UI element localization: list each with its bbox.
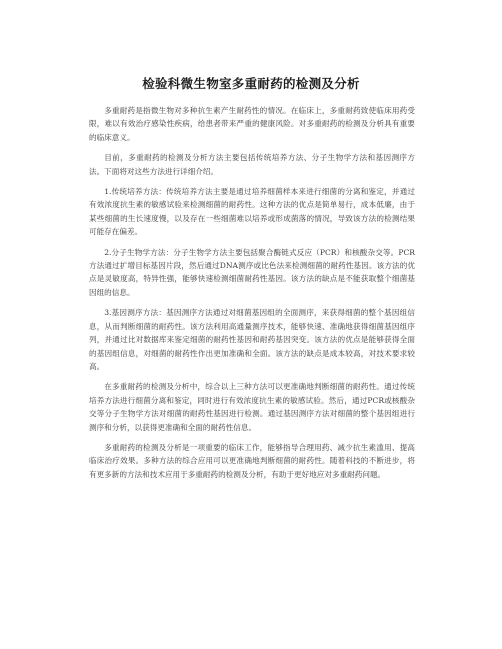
overview-paragraph: 目前，多重耐药的检测及分析方法主要包括传统培养方法、分子生物学方法和基因测序方法。下面将对这些方法进行详细介绍。 <box>89 153 415 176</box>
method-gene-sequencing: 3.基因测序方法：基因测序方法通过对细菌基因组的全面测序，来获得细菌的整个基因组信息，从而判断细菌的耐药性。该方法利用高通量测序技术，能够快速、准确地获得细菌基因组序列，并通过比对数据库来鉴定细菌的耐药性基因和耐药基因突变。该方法的优点是能够获得全面的基因组信息，对细菌的耐药性作出更加准确和全面。该方法的缺点是成本较高，对技术要求较高。 <box>89 308 415 371</box>
document-title: 检验科微生物室多重耐药的检测及分析 <box>142 76 360 91</box>
method-traditional-culture: 1.传统培养方法：传统培养方法主要是通过培养细菌样本来进行细菌的分离和鉴定，并通过有效浓度抗生素的敏感试验来检测细菌的耐药性。这种方法的优点是简单易行，成本低廉，由于某些细菌的生长速度慢，以及存在一些细菌难以培养或形成菌落的情况，导致该方法的检测结果可能存在偏差。 <box>89 187 415 237</box>
intro-paragraph: 多重耐药是指微生物对多种抗生素产生耐药性的情况。在临床上，多重耐药致使临床用药受限，难以有效治疗感染性疾病，给患者带来严重的健康风险。对多重耐药的检测及分析具有重要的临床意义。 <box>89 106 415 142</box>
method-molecular-biology: 2.分子生物学方法：分子生物学方法主要包括聚合酶链式反应（PCR）和核酸杂交等。PCR方法通过扩增目标基因片段，然后通过DNA测序或比色法来检测细菌的耐药性基因。该方法的优点是灵敏度高，特异性强，能够快速检测细菌耐药性基因。该方法的缺点是不能获取整个细菌基因组的信息。 <box>89 247 415 297</box>
conclusion-paragraph: 多重耐药的检测及分析是一项重要的临床工作，能够指导合理用药、减少抗生素滥用、提高临床治疗效果。多种方法的综合应用可以更准确地判断细菌的耐药性。随着科技的不断进步，将有更多新的方法和技术应用于多重耐药的检测及分析，有助于更好地应对多重耐药问题。 <box>89 442 415 479</box>
combined-methods-paragraph: 在多重耐药的检测及分析中，综合以上三种方法可以更准确地判断细菌的耐药性。通过传统培养方法进行细菌分离和鉴定，同时进行有效浓度抗生素的敏感试验。然后，通过PCR或核酸杂交等分子生物学方法对细菌的耐药性基因进行检测。通过基因测序方法对细菌的整个基因组进行测序和分析，以获得更准确和全面的耐药性信息。 <box>89 382 415 432</box>
document-body <box>89 104 415 488</box>
